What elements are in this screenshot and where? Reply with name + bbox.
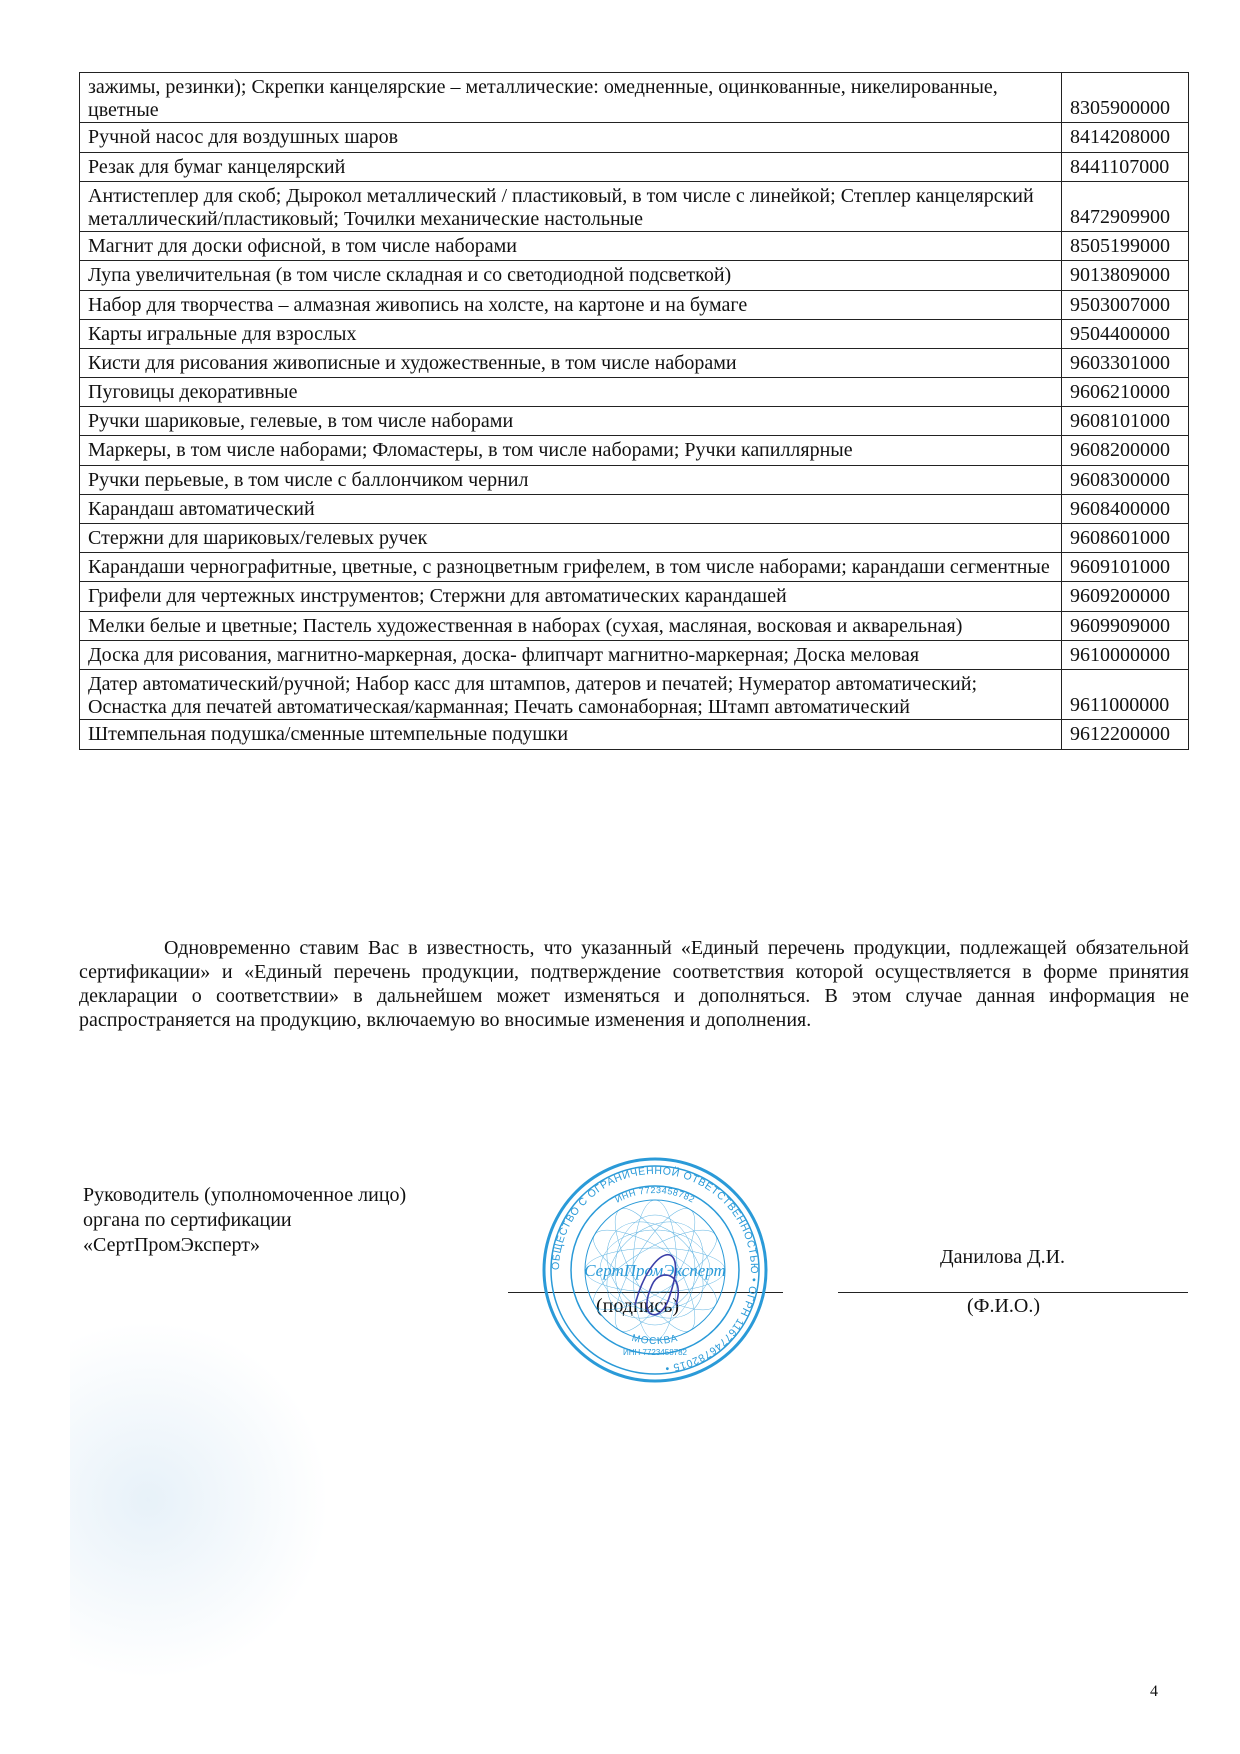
- product-name-cell: Доска для рисования, магнитно-маркерная, доска- флипчарт магнитно-маркерная; Доска меловая: [80, 640, 1062, 669]
- tn-ved-code-cell: 9609101000: [1062, 553, 1189, 582]
- page-number: 4: [1150, 1683, 1158, 1700]
- table-row: [80, 640, 1189, 669]
- product-name-cell: Маркеры, в том числе наборами; Фломастеры, в том числе наборами; Ручки капиллярные: [80, 436, 1062, 465]
- table-row: [80, 181, 1189, 231]
- product-name-cell: Штемпельная подушка/сменные штемпельные подушки: [80, 720, 1062, 749]
- tn-ved-code-cell: 8441107000: [1062, 152, 1189, 181]
- svg-text:ИНН 7723458782: [614, 1185, 697, 1205]
- product-name-cell: зажимы, резинки); Скрепки канцелярские – металлические: омедненные, оцинкованные, никелированные, цветные: [80, 73, 1062, 123]
- product-name-cell: Карандаши чернографитные, цветные, с разноцветным грифелем, в том числе наборами; карандаши сегментные: [80, 553, 1062, 582]
- product-name-cell: Магнит для доски офисной, в том числе наборами: [80, 232, 1062, 261]
- table-row: [80, 232, 1189, 261]
- tn-ved-code-cell: 9608601000: [1062, 524, 1189, 553]
- tn-ved-code-cell: 9608200000: [1062, 436, 1189, 465]
- table-row: [80, 348, 1189, 377]
- organization-seal: [540, 1155, 770, 1385]
- notice-paragraph: Одновременно ставим Вас в известность, что указанный «Единый перечень продукции, подлежащей обязательной сертификации» и «Единый перечень продукции, подтверждение соответствия которой осуществляется в форме принятия декларации о соответствии» в дальнейшем может изменяться и дополняться. В этом случае данная информация не распространяется на продукцию, включаемую во вносимые изменения и дополнения.: [79, 937, 1189, 1031]
- signatory-position-line1: Руководитель (уполномоченное лицо): [83, 1184, 407, 1206]
- tn-ved-code-cell: 9504400000: [1062, 319, 1189, 348]
- tn-ved-code-cell: 9608400000: [1062, 494, 1189, 523]
- table-row: [80, 720, 1189, 749]
- product-name-cell: Ручки перьевые, в том числе с баллончиком чернил: [80, 465, 1062, 494]
- signatory-position-line2: органа по сертификации: [83, 1209, 292, 1231]
- table-row: [80, 152, 1189, 181]
- tn-ved-code-cell: 9608101000: [1062, 407, 1189, 436]
- product-codes-table: [79, 72, 1189, 750]
- product-name-cell: Набор для творчества – алмазная живопись на холсте, на картоне и на бумаге: [80, 290, 1062, 319]
- product-name-cell: Ручки шариковые, гелевые, в том числе наборами: [80, 407, 1062, 436]
- svg-text:МОСКВА: [631, 1333, 680, 1347]
- product-name-cell: Карандаш автоматический: [80, 494, 1062, 523]
- seal-center-text: СертПромЭксперт: [584, 1261, 726, 1280]
- table-row: [80, 669, 1189, 719]
- seal-outer-text: ОБЩЕСТВО С ОГРАНИЧЕННОЙ ОТВЕТСТВЕННОСТЬЮ • ОГРН 1167746782015 •: [549, 1164, 761, 1375]
- table-row: [80, 378, 1189, 407]
- signatory-name: Данилова Д.И.: [940, 1246, 1066, 1268]
- table-row: [80, 290, 1189, 319]
- seal-inn-top: ИНН 7723458782: [613, 1184, 697, 1205]
- product-name-cell: Ручной насос для воздушных шаров: [80, 123, 1062, 152]
- product-name-cell: Мелки белые и цветные; Пастель художественная в наборах (сухая, масляная, восковая и акварельная): [80, 611, 1062, 640]
- name-caption: (Ф.И.О.): [967, 1295, 1041, 1317]
- table-row: [80, 465, 1189, 494]
- product-name-cell: Антистеплер для скоб; Дырокол металлический / пластиковый, в том числе с линейкой; Степлер канцелярский металлический/пластиковый; Точилки механические настольные: [80, 181, 1062, 231]
- tn-ved-code-cell: 8305900000: [1062, 73, 1189, 123]
- table-row: [80, 524, 1189, 553]
- tn-ved-code-cell: 9606210000: [1062, 378, 1189, 407]
- table-row: [80, 261, 1189, 290]
- tn-ved-code-cell: 9609200000: [1062, 582, 1189, 611]
- tn-ved-code-cell: 8505199000: [1062, 232, 1189, 261]
- table-row: [80, 553, 1189, 582]
- tn-ved-code-cell: 8414208000: [1062, 123, 1189, 152]
- product-name-cell: Карты игральные для взрослых: [80, 319, 1062, 348]
- product-name-cell: Лупа увеличительная (в том числе складная и со светодиодной подсветкой): [80, 261, 1062, 290]
- tn-ved-code-cell: 9610000000: [1062, 640, 1189, 669]
- product-name-cell: Датер автоматический/ручной; Набор касс для штампов, датеров и печатей; Нумератор автоматический; Оснастка для печатей автоматическая/карманная; Печать самонаборная; Штамп автоматический: [80, 669, 1062, 719]
- table-row: [80, 436, 1189, 465]
- tn-ved-code-cell: 9503007000: [1062, 290, 1189, 319]
- table-row: [80, 407, 1189, 436]
- table-row: [80, 611, 1189, 640]
- table-row: [80, 582, 1189, 611]
- tn-ved-code-cell: 9611000000: [1062, 669, 1189, 719]
- tn-ved-code-cell: 9609909000: [1062, 611, 1189, 640]
- seal-city: МОСКВА: [630, 1332, 680, 1348]
- name-line: [838, 1292, 1188, 1293]
- signature-caption: (подпись): [596, 1295, 680, 1317]
- table-body: [80, 73, 1189, 750]
- tn-ved-code-cell: 9612200000: [1062, 720, 1189, 749]
- product-name-cell: Резак для бумаг канцелярский: [80, 152, 1062, 181]
- seal-inn-bottom: ИНН 7723458782: [622, 1348, 688, 1357]
- product-name-cell: Грифели для чертежных инструментов; Стержни для автоматических карандашей: [80, 582, 1062, 611]
- table-row: [80, 494, 1189, 523]
- signatory-organization: «СертПромЭксперт»: [83, 1234, 261, 1256]
- product-name-cell: Стержни для шариковых/гелевых ручек: [80, 524, 1062, 553]
- tn-ved-code-cell: 9603301000: [1062, 348, 1189, 377]
- product-name-cell: Пуговицы декоративные: [80, 378, 1062, 407]
- tn-ved-code-cell: 9013809000: [1062, 261, 1189, 290]
- table-row: [80, 319, 1189, 348]
- table-row: [80, 123, 1189, 152]
- tn-ved-code-cell: 9608300000: [1062, 465, 1189, 494]
- background-bleed: [70, 1320, 330, 1680]
- tn-ved-code-cell: 8472909900: [1062, 181, 1189, 231]
- table-row: [80, 73, 1189, 123]
- product-name-cell: Кисти для рисования живописные и художественные, в том числе наборами: [80, 348, 1062, 377]
